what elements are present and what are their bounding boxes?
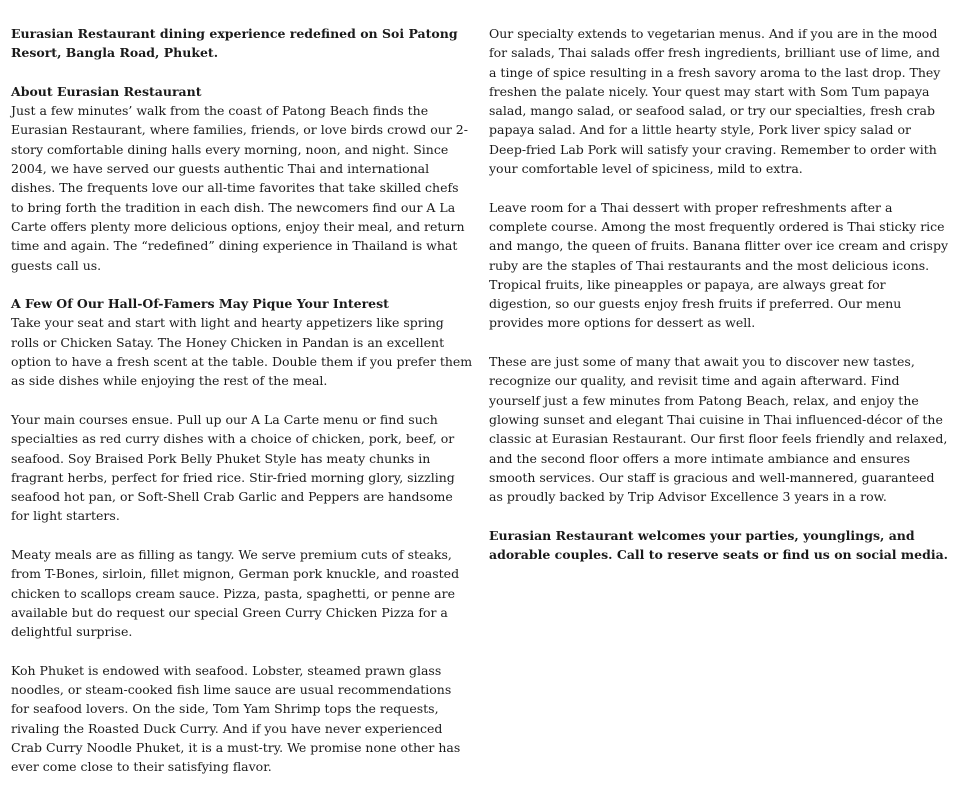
closing-paragraph: Eurasian Restaurant welcomes your parties, younglings, and adorable couples. Call to reserve seats or find us on social media. <box>489 527 949 563</box>
hall-of-famers-text: Take your seat and start with light and hearty appetizers like spring rolls or Chicken Satay. The Honey Chicken in Pandan is an excellent option to have a fresh scent at the table. Double them if you prefer them as side dishes while enjoying the rest of the meal. <box>11 315 473 389</box>
about-heading: About Eurasian Restaurant <box>11 83 202 99</box>
discover-paragraph: These are just some of many that await you to discover new tastes, recognize our quality, and revisit time and again afterward. Find yourself just a few minutes from Patong Beach, relax, and enjoy the glowing sunset and elegant Thai cuisine in Thai influenced-décor of the classic at Eurasian Restaurant. Our first floor feels friendly and relaxed, and the second floor offers a more intimate ambiance and ensures smooth services. Our staff is gracious and well-mannered, guaranteed as proudly backed by Trip Advisor Excellence 3 years in a row. <box>489 354 948 505</box>
dessert-paragraph: Leave room for a Thai dessert with proper refreshments after a complete course. Among the most frequently ordered is Thai sticky rice and mango, the queen of fruits. Banana flitter over ice cream and crispy ruby are the staples of Thai restaurants and the most delicious icons. Tropical fruits, like pineapples or papaya, are always great for digestion, so our guests enjoy fresh fruits if preferred. Our menu provides more options for dessert as well. <box>489 199 949 331</box>
about-section <box>11 82 473 275</box>
hall-of-famers-heading: A Few Of Our Hall-Of-Famers May Pique Your Interest <box>11 296 389 312</box>
vegetarian-paragraph: Our specialty extends to vegetarian menus. And if you are in the mood for salads, Thai salads offer fresh ingredients, brilliant use of lime, and a tinge of spice resulting in a fresh savory aroma to the last drop. They freshen the palate nicely. Your quest may start with Som Tum papaya salad, mango salad, or seafood salad, or try our specialties, fresh crab papaya salad. And for a little hearty style, Pork liver spicy salad or Deep-fried Lab Pork will satisfy your craving. Remember to order with your comfortable level of spiciness, mild to extra. <box>489 26 941 177</box>
seafood-paragraph: Koh Phuket is endowed with seafood. Lobster, steamed prawn glass noodles, or steam-cooked fish lime sauce are usual recommendations for seafood lovers. On the side, Tom Yam Shrimp tops the requests, rivaling the Roasted Duck Curry. And if you have never experienced Crab Curry Noodle Phuket, it is a must-try. We promise none other has ever come close to their satisfying flavor. <box>11 662 461 775</box>
headline: Eurasian Restaurant dining experience redefined on Soi Patong Resort, Bangla Road, Phuket. <box>11 26 458 61</box>
right-column <box>489 24 951 584</box>
about-text: Just a few minutes’ walk from the coast of Patong Beach finds the Eurasian Restaurant, where families, friends, or love birds crowd our 2-story comfortable dining halls every morning, noon, and night. Since 2004, we have served our guests authentic Thai and international dishes. The frequents love our all-time favorites that take skilled chefs to bring forth the tradition in each dish. The newcomers find our A La Carte offers plenty more delicious options, enjoy their meal, and return time and again. The “redefined” dining experience in Thailand is what guests call us. <box>11 103 468 273</box>
hall-of-famers-section <box>11 294 473 390</box>
meaty-meals-paragraph: Meaty meals are as filling as tangy. We serve premium cuts of steaks, from T-Bones, sirloin, fillet mignon, German pork knuckle, and roasted chicken to scallops cream sauce. Pizza, pasta, spaghetti, or penne are available but do request our special Green Curry Chicken Pizza for a delightful surprise. <box>11 547 460 640</box>
left-column <box>11 24 473 796</box>
main-courses-paragraph: Your main courses ensue. Pull up our A La Carte menu or find such specialties as red curry dishes with a choice of chicken, pork, beef, or seafood. Soy Braised Pork Belly Phuket Style has meaty chunks in fragrant herbs, perfect for fried rice. Stir-fried morning glory, sizzling seafood hot pan, or Soft-Shell Crab Garlic and Peppers are handsome for light starters. <box>11 411 455 524</box>
